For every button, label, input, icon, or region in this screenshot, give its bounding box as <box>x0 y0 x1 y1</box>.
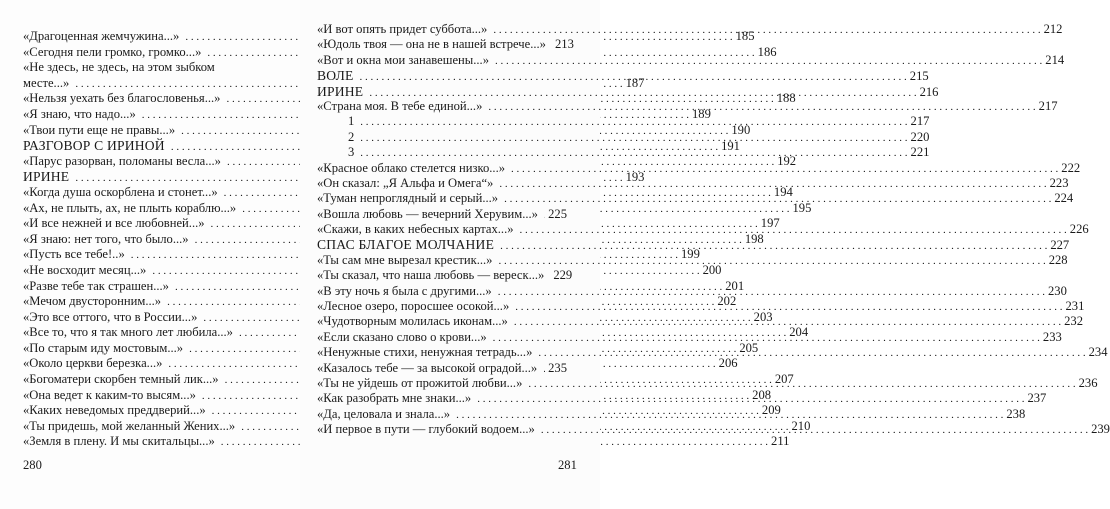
toc-entry-title: «Вошла любовь — вечерний Херувим...» <box>317 206 538 221</box>
toc-entry-page: 214 <box>1045 52 1065 67</box>
toc-entry-page: 238 <box>1006 406 1026 421</box>
toc-entry-title: «Ты сказал, что наша любовь — вереск...» <box>317 268 545 283</box>
dot-leader <box>504 192 1051 207</box>
dot-leader <box>514 315 1061 330</box>
toc-entry-page: 232 <box>1064 314 1083 329</box>
toc-entry-page: 217 <box>1038 98 1058 113</box>
toc-entry-page: 231 <box>1065 299 1085 314</box>
toc-entry <box>317 52 1065 68</box>
toc-entry-page: 225 <box>548 206 567 221</box>
dot-leader <box>500 239 1047 254</box>
toc-entry-title: 1 <box>348 114 355 129</box>
toc-entry-page: 215 <box>909 69 929 84</box>
toc-entry-title: РАЗГОВОР С ИРИНОЙ <box>23 138 165 154</box>
toc-entry-page: 201 <box>725 278 745 293</box>
toc-entry-title: 3 <box>348 145 355 160</box>
toc-entry-title: «Да, целовала и знала...» <box>317 406 451 421</box>
toc-entry-page: 227 <box>1050 238 1070 253</box>
page-number-left: 280 <box>23 458 42 472</box>
toc-entry-title: «По старым иду мостовым...» <box>23 340 184 355</box>
dot-leader <box>499 177 1046 192</box>
toc-entry-title: «И первое в пути — глубокий водоем...» <box>317 422 535 437</box>
toc-entry-title: «Ненужные стихи, ненужная тетрадь...» <box>317 345 533 360</box>
toc-entry-title: «Вот и окна мои занавешены...» <box>317 52 490 67</box>
toc-entry-title: «Он сказал: „Я Альфа и Омега“» <box>317 175 494 190</box>
dot-leader <box>360 115 907 130</box>
toc-entry-title: «Чудотворным молилась иконам...» <box>317 314 508 329</box>
toc-entry-title: «Лесное озеро, поросшее осокой...» <box>317 299 510 314</box>
dot-leader <box>456 408 1003 423</box>
toc-entry <box>317 361 567 376</box>
toc-entry-page: 191 <box>721 139 740 154</box>
toc-entry-page: 200 <box>702 262 722 277</box>
toc-entry-page: 192 <box>777 153 797 168</box>
toc-entry-page: 237 <box>1027 391 1047 406</box>
toc-entry-title: «Ты сам мне вырезал крестик...» <box>317 252 493 267</box>
toc-entry-title: месте...» <box>23 75 70 90</box>
toc-entry-title: ВОЛЕ <box>317 68 354 84</box>
toc-entry-title: «Разве тебе так страшен...» <box>23 278 169 293</box>
toc-entry-title: «Сегодня пели громко, громко...» <box>23 44 202 59</box>
toc-entry-title: «Когда душа оскорблена и стонет...» <box>23 184 218 199</box>
toc-entry-page: 204 <box>789 325 809 340</box>
toc-entry <box>23 434 790 450</box>
dot-leader <box>528 377 1075 392</box>
toc-entry-title: «Туман непроглядный и серый...» <box>317 191 499 206</box>
toc-entry-page: 190 <box>731 122 751 137</box>
toc-entry-page: 189 <box>692 106 711 121</box>
toc-entry-page: 185 <box>735 29 755 43</box>
dot-leader <box>488 100 1035 115</box>
toc-entry-title: «Юдоль твоя — она не в нашей встрече...» <box>317 37 546 52</box>
toc-entry-title: «В эту ночь я была с другими...» <box>317 283 492 298</box>
dot-leader <box>477 392 1024 407</box>
toc-entry-title: ИРИНЕ <box>23 169 70 185</box>
toc-entry-page: 221 <box>910 145 930 160</box>
toc-entry-page: 217 <box>910 114 930 129</box>
toc-entry-page: 210 <box>791 418 811 433</box>
toc-entry-page: 187 <box>625 75 645 90</box>
toc-entry-title: «Я знаю: нет того, что было...» <box>23 231 189 246</box>
toc-entry-title: «Не здесь, не здесь, на этом зыбком <box>23 60 215 75</box>
dot-leader <box>498 254 1045 269</box>
dot-leader <box>543 362 545 377</box>
toc-entry-title: СПАС БЛАГОЕ МОЛЧАНИЕ <box>317 237 495 253</box>
toc-entry-page: 194 <box>773 184 793 199</box>
dot-leader <box>360 146 907 161</box>
toc-entry-page: 205 <box>739 340 759 355</box>
toc-entry-title: «Не восходит месяц...» <box>23 262 147 277</box>
toc-entry-page: 239 <box>1091 422 1110 437</box>
toc-entry-title: «Это все оттого, что в России...» <box>23 309 198 324</box>
toc-entry-title: «Красное облако стелется низко...» <box>317 160 506 175</box>
toc-entry-title: «Как разобрать мне знаки...» <box>317 391 472 406</box>
toc-entry-page: 186 <box>757 44 777 59</box>
toc-entry-page: 207 <box>774 372 794 387</box>
toc-entry <box>23 106 711 123</box>
toc-entry-page: 234 <box>1088 345 1108 360</box>
dot-leader <box>515 300 1062 315</box>
toc-entry-title: «Ты не уйдешь от прожитой любви...» <box>317 375 523 390</box>
toc-entry-page: 213 <box>554 37 574 52</box>
toc-entry-page: 206 <box>718 356 738 371</box>
toc-entry <box>23 122 751 139</box>
dot-leader <box>360 131 907 146</box>
toc-entry-page: 226 <box>1069 222 1089 237</box>
toc-entry <box>317 114 930 129</box>
toc-entry-page: 229 <box>553 268 573 283</box>
dot-leader <box>511 162 1058 177</box>
toc-entry <box>317 207 567 222</box>
toc-entry-title: «Драгоценная жемчужина...» <box>23 29 180 43</box>
toc-entry-title: «И вот опять придет суббота...» <box>317 22 488 36</box>
toc-entry <box>317 268 573 283</box>
toc-entry-title: «Она ведет к каким-то высям...» <box>23 387 196 402</box>
toc-entry-title: «Ты придешь, мой желанный Жених...» <box>23 418 236 433</box>
toc-entry-title: ИРИНЕ <box>317 83 364 99</box>
toc-entry-page: 212 <box>1043 22 1063 36</box>
toc-entry <box>23 138 740 154</box>
dot-leader <box>520 223 1067 238</box>
toc-entry-title: «Твои пути еще не правы...» <box>23 122 176 137</box>
toc-entry-title: «Я знаю, что надо...» <box>23 106 136 121</box>
dot-leader <box>538 346 1085 361</box>
toc-entry-page: 223 <box>1049 175 1069 190</box>
toc-entry-title: «Скажи, в каких небесных картах...» <box>317 222 514 237</box>
toc-entry-title: 2 <box>348 129 355 144</box>
toc-entry-page: 188 <box>776 91 796 106</box>
dot-leader <box>541 423 1088 438</box>
toc-entry-page: 203 <box>753 309 773 324</box>
page-number-right: 281 <box>558 458 577 472</box>
toc-entry-title: «Мечом двусторонним...» <box>23 294 162 309</box>
toc-entry-page: 224 <box>1054 191 1074 206</box>
toc-entry-page: 222 <box>1061 160 1081 175</box>
toc-entry-page: 233 <box>1042 329 1062 344</box>
toc-entry-page: 235 <box>548 360 567 375</box>
dot-leader <box>495 54 1042 69</box>
toc-entry-title: «Казалось тебе — за высокой оградой...» <box>317 360 538 375</box>
dot-leader <box>360 70 907 85</box>
toc-entry-title: «Нельзя уехать без благословенья...» <box>23 91 221 106</box>
toc-entry <box>317 37 574 52</box>
toc-entry-title: «Около церкви березка...» <box>23 356 163 371</box>
toc-entry-title: «Земля в плену. И мы скитальцы...» <box>23 434 215 449</box>
toc-entry-page: 209 <box>761 403 781 418</box>
toc-entry-title: «Парус разорван, поломаны весла...» <box>23 153 221 168</box>
toc-entry-page: 208 <box>752 387 772 402</box>
toc-entry-title: «Если сказано слово о крови...» <box>317 329 487 344</box>
toc-entry-title: «Ах, не плыть, ах, не плыть кораблю...» <box>23 200 237 215</box>
toc-entry-page: 228 <box>1048 252 1068 267</box>
dot-leader <box>493 331 1040 346</box>
toc-entry-page: 202 <box>717 294 737 309</box>
toc-entry-page: 197 <box>760 216 780 231</box>
toc-entry-page: 195 <box>792 200 812 215</box>
toc-entry-page: 198 <box>744 231 764 246</box>
toc-entry-page: 193 <box>625 170 645 185</box>
toc-entry-line <box>23 60 273 76</box>
toc-entry-title: «Богоматери скорбен темный лик...» <box>23 372 219 387</box>
toc-entry-title: «И все нежней и все любовней...» <box>23 216 205 231</box>
toc-entry-page: 236 <box>1078 375 1098 390</box>
toc-entry-page: 211 <box>771 434 790 449</box>
toc-entry-page: 199 <box>681 247 700 262</box>
dot-leader <box>493 23 1040 38</box>
toc-entry-title: «Пусть все тебе!..» <box>23 247 125 262</box>
dot-leader <box>544 208 545 223</box>
toc-entry-title: «Каких неведомых преддверий...» <box>23 403 206 418</box>
toc-entry-title: «Все то, что я так много лет любила...» <box>23 325 233 340</box>
toc-entry-title: «Страна моя. В тебе единой...» <box>317 98 483 113</box>
toc-entry-page: 216 <box>919 84 939 99</box>
dot-leader <box>498 285 1045 300</box>
toc-entry-page: 220 <box>910 129 930 144</box>
toc-entry-page: 230 <box>1047 283 1067 298</box>
